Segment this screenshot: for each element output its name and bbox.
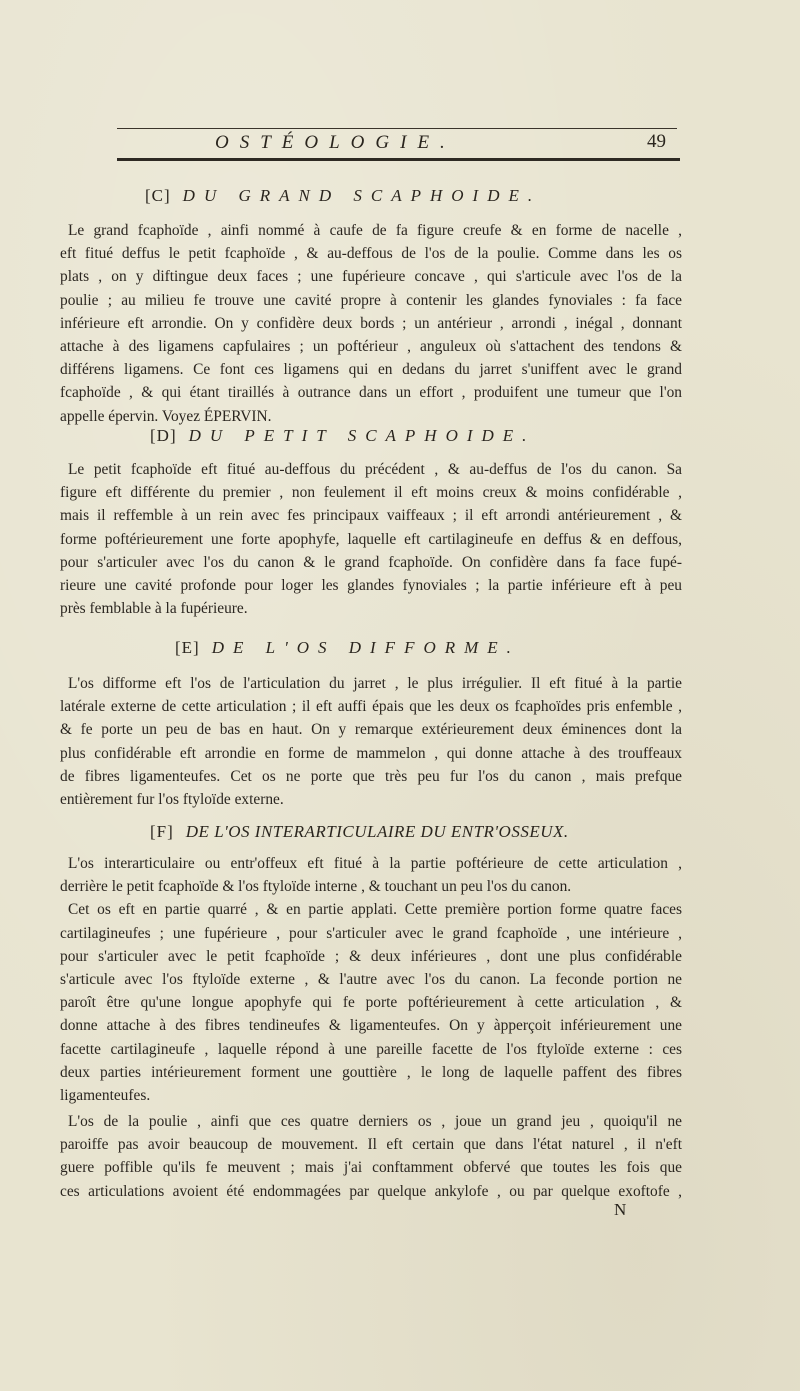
- text-line: appelle épervin. Voyez ÉPERVIN.: [60, 407, 272, 425]
- text-line: s'articule avec l'os ftyloïde externe , & l'autre avec l'os du canon. La feconde portion ne: [60, 971, 682, 989]
- section-heading-f: [150, 822, 569, 842]
- section-title: DU GRAND SCAPHOIDE.: [182, 186, 542, 205]
- text-line: inférieure eft arrondie. On y confidère deux bords ; un antérieur , arrondi , inégal , donnant: [60, 314, 682, 332]
- section-title: DE L'OS DIFFORME.: [211, 638, 520, 657]
- section-d-paragraph: [60, 458, 682, 620]
- text-line: forme poftérieurement une forte apophyfe, laquelle eft cartilagineufe en deffus & en deffous,: [60, 530, 682, 548]
- text-line: paroiffe pas avoir beaucoup de mouvement. Il eft certain que dans l'état naturel , il n'eft: [60, 1136, 682, 1154]
- section-heading-c: [145, 186, 541, 206]
- section-e-paragraph: [60, 672, 682, 811]
- text-line: entièrement fur l'os ftyloïde externe.: [60, 791, 284, 809]
- section-title: DU PETIT SCAPHOIDE.: [188, 426, 536, 445]
- page-number: 49: [647, 131, 666, 152]
- section-marker: [C]: [145, 186, 171, 205]
- text-line: ces articulations avoient été endommagées par quelque ankylofe , ou par quelque exoftofe ,: [60, 1182, 682, 1200]
- text-line: ligamenteufes.: [60, 1087, 151, 1105]
- section-marker: [E]: [175, 638, 200, 657]
- section-marker: [D]: [150, 426, 177, 445]
- text-line: rieure une cavité profonde pour loger les glandes fynoviales ; la partie inférieure eft à peu: [60, 577, 682, 595]
- text-line: poulie ; au milieu fe trouve une cavité propre à contenir les glandes fynoviales : fa face: [60, 291, 682, 309]
- signature-mark: N: [614, 1200, 627, 1219]
- text-line: Cet os eft en partie quarré , & en partie applati. Cette première portion forme quatre faces: [68, 901, 682, 919]
- running-title: OSTÉOLOGIE.: [215, 132, 456, 153]
- section-heading-d: [150, 426, 535, 446]
- text-line: deux parties intérieurement forment une gouttière , le long de laquelle paffent des fibres: [60, 1063, 682, 1081]
- section-marker: [F]: [150, 822, 174, 841]
- text-line: figure eft différente du premier , non feulement il eft moins creux & moins confidérable ,: [60, 484, 682, 502]
- text-line: plats , on y diftingue deux faces ; une fupérieure concave , qui s'articule avec l'os de la: [60, 268, 682, 286]
- text-line: eft fitué deffus le petit fcaphoïde , & au-deffous de l'os de la poulie. Comme dans les os: [60, 245, 682, 263]
- section-title: DE L'OS INTERARTICULAIRE DU ENTR'OSSEUX.: [185, 822, 569, 841]
- text-line: plus confidérable eft arrondie en forme de mammelon , qui donne attache à des trouffeaux: [60, 744, 682, 762]
- text-line: L'os de la poulie , ainfi que ces quatre derniers os , joue un grand jeu , quoiqu'il ne: [68, 1113, 682, 1130]
- text-line: paroît être qu'une longue apophyfe qui fe porte poftérieurement à cette articulation , &: [60, 994, 682, 1012]
- text-line: attache à des ligamens capfulaires ; un poftérieur , anguleux où s'attachent des tendons &: [60, 338, 682, 356]
- text-line: L'os interarticulaire ou entr'offeux eft fitué à la partie poftérieure de cette articulation ,: [68, 855, 682, 872]
- text-line: derrière le petit fcaphoïde & l'os ftyloïde interne , & touchant un peu l'os du canon.: [60, 878, 572, 896]
- text-line: latérale externe de cette articulation ; il eft auffi épais que les deux os fcaphoïdes pris enfemble ,: [60, 698, 682, 716]
- text-line: & fe porte un peu de bas en haut. On y remarque extérieurement deux éminences dont la: [60, 721, 682, 739]
- section-f-paragraph: [60, 852, 682, 1107]
- text-line: donne attache à des fibres tendineufes & ligamenteufes. On y àpperçoit inférieurement une: [60, 1017, 682, 1035]
- closing-paragraph: [60, 1110, 682, 1203]
- header-rule-top: [117, 128, 677, 129]
- text-line: fcaphoïde , & qui étant tiraillés à outrance dans un effort , produifent une tumeur que l'on: [60, 384, 682, 402]
- text-line: pour s'articuler avec le petit fcaphoïde ; & deux inférieures , dont une plus confidérable: [60, 947, 682, 965]
- text-line: L'os difforme eft l'os de l'articulation du jarret , le plus irrégulier. Il eft fitué à la partie: [68, 675, 682, 692]
- text-line: Le petit fcaphoïde eft fitué au-deffous du précédent , & au-deffus de l'os du canon. Sa: [68, 461, 682, 478]
- text-line: Le grand fcaphoïde , ainfi nommé à caufe de fa figure creufe & en forme de nacelle ,: [68, 222, 682, 239]
- text-line: de fibres ligamenteufes. Cet os ne porte que très peu fur l'os du canon , mais prefque: [60, 767, 682, 785]
- text-line: pour s'articuler avec l'os du canon & le grand fcaphoïde. On confidère dans fa face fupé-: [60, 553, 682, 571]
- text-line: différens ligamens. Ce font ces ligamens qui en dedans du jarret s'uniffent avec le grand: [60, 361, 682, 379]
- text-line: guere poffible qu'ils fe meuvent ; mais j'ai conftamment obfervé que toutes les fois que: [60, 1159, 682, 1177]
- section-c-paragraph: [60, 219, 682, 428]
- header-rule-bottom: [117, 158, 680, 161]
- text-line: cartilagineufes ; une fupérieure , pour s'articuler avec le grand fcaphoïde , une intérieure ,: [60, 924, 682, 942]
- text-line: facette cartilagineufe , laquelle répond à une pareille facette de l'os ftyloïde externe : ces: [60, 1040, 682, 1058]
- text-line: près femblable à la fupérieure.: [60, 600, 248, 618]
- section-heading-e: [175, 638, 520, 658]
- text-line: mais il reffemble à un rein avec fes principaux vaiffeaux ; il eft arrondi antérieurement , &: [60, 507, 682, 525]
